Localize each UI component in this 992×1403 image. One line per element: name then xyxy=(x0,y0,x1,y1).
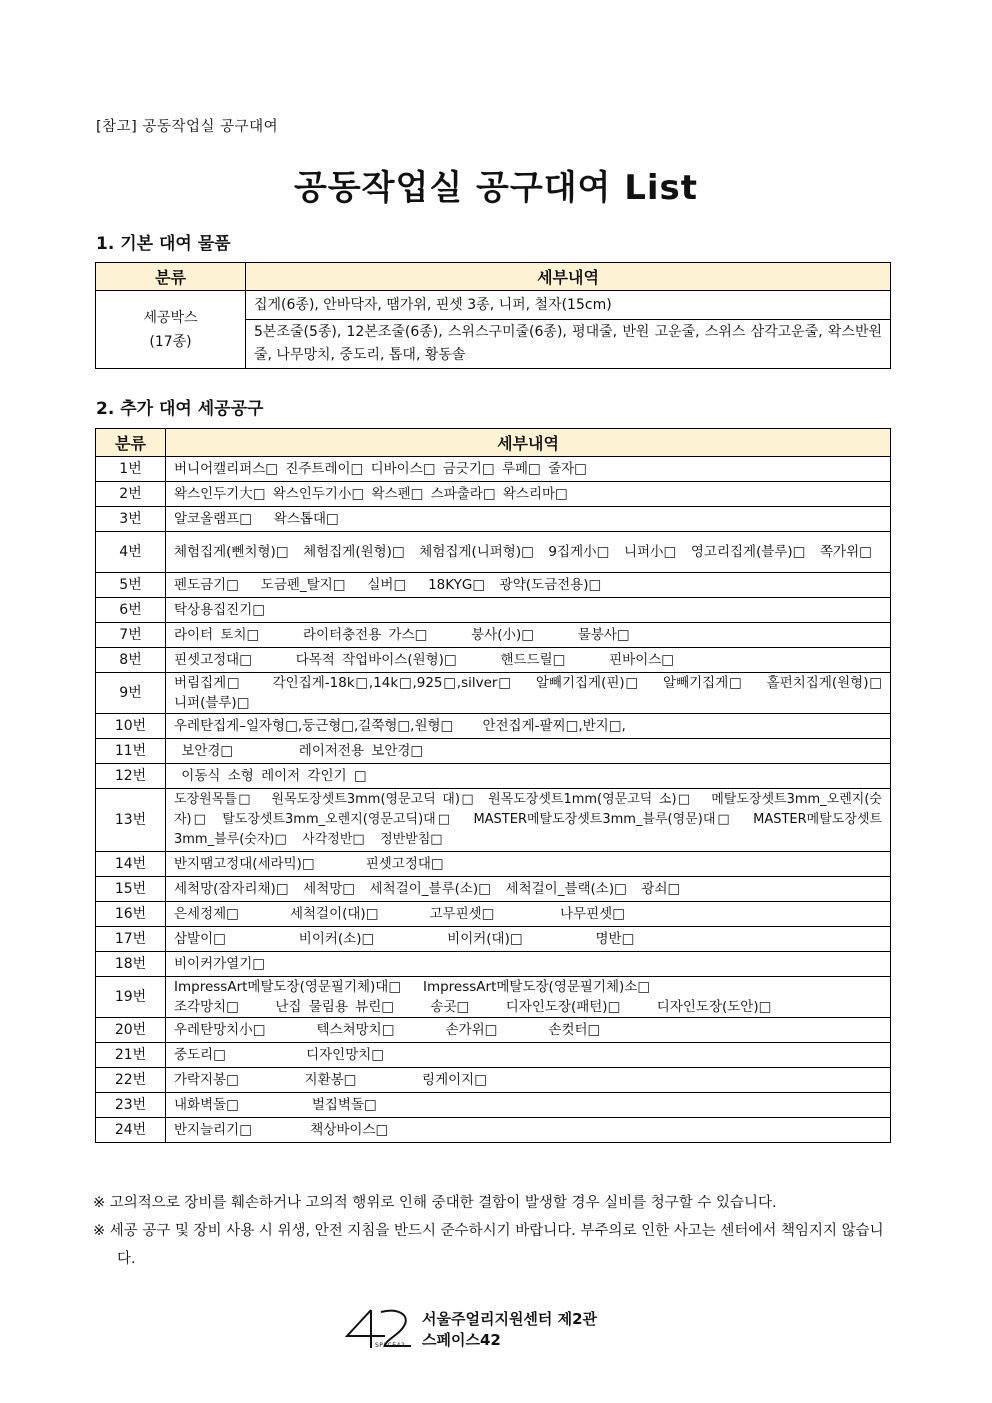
table-row xyxy=(96,1018,891,1043)
row-number: 9번 xyxy=(96,673,166,714)
col-detail: 세부내역 xyxy=(166,429,891,457)
section1-heading: 1. 기본 대여 물품 xyxy=(96,234,231,254)
row-number: 24번 xyxy=(96,1118,166,1143)
row-detail: 알코올램프□ 왁스톱대□ xyxy=(166,507,891,532)
table-row xyxy=(96,507,891,532)
row-detail-line: 조각망치□ 난집 물림용 뷰린□ 송곳□ 디자인도장(패턴)□ 디자인도장(도안)□ xyxy=(174,999,772,1015)
row-detail: 탁상용집진기□ xyxy=(166,598,891,623)
table-row xyxy=(96,457,891,482)
row-detail: 반지늘리기□ 책상바이스□ xyxy=(166,1118,891,1143)
table-row xyxy=(96,952,891,977)
table-row xyxy=(96,927,891,952)
row-detail: 도장원목틀□ 원목도장셋트3mm(영문고딕 대)□ 원목도장셋트1mm(영문고딕 소)□ 메탈도장셋트3mm_오렌지(숫자)□ 탈도장셋트3mm_오렌지(영문고딕)대□ MASTER메탈도장셋트3mm_블루(영문)대□ MASTER메탈도장셋트3mm_블루(숫자)□ 사각정반□ 정반받침□ xyxy=(166,789,891,852)
table-row xyxy=(96,482,891,507)
table-header-row xyxy=(96,429,891,457)
row-detail: 라이터 토치□ 라이터충전용 가스□ 붕사(小)□ 물붕사□ xyxy=(166,623,891,648)
space-name: 스페이스42 xyxy=(422,1331,501,1349)
table-row xyxy=(96,598,891,623)
category-cell xyxy=(96,291,246,369)
row-number: 19번 xyxy=(96,977,166,1018)
table-row xyxy=(96,1068,891,1093)
detail-cell: 5본조줄(5종), 12본조줄(6종), 스위스구미줄(6종), 평대줄, 반원 고운줄, 스위스 삼각고운줄, 왁스반원줄, 나무망치, 중도리, 톱대, 황동솔 xyxy=(246,320,891,369)
category-count: (17종) xyxy=(149,333,192,350)
basic-rental-table xyxy=(95,262,891,369)
row-detail: 반지땜고정대(세라믹)□ 핀셋고정대□ xyxy=(166,852,891,877)
row-number: 11번 xyxy=(96,739,166,764)
table-row xyxy=(96,902,891,927)
row-number: 15번 xyxy=(96,877,166,902)
row-number: 22번 xyxy=(96,1068,166,1093)
row-number: 10번 xyxy=(96,714,166,739)
row-detail: 우레탄망치小□ 텍스쳐망치□ 손가위□ 손컷터□ xyxy=(166,1018,891,1043)
category-name: 세공박스 xyxy=(143,309,198,326)
row-detail: 비이커가열기□ xyxy=(166,952,891,977)
row-detail: 우레탄집게–일자형□,둥근형□,길쭉형□,원형□ 안전집게-팔찌□,반지□, xyxy=(166,714,891,739)
note-safety: ※ 세공 공구 및 장비 사용 시 위생, 안전 지침을 반드시 준수하시기 바랍니다. 부주의로 인한 사고는 센터에서 책임지지 않습니다. xyxy=(93,1223,884,1267)
row-detail: 펜도금기□ 도금펜_탈지□ 실버□ 18KYG□ 광약(도금전용)□ xyxy=(166,573,891,598)
table-row xyxy=(96,573,891,598)
row-detail: 왁스인두기大□ 왁스인두기小□ 왁스펜□ 스파출라□ 왁스리마□ xyxy=(166,482,891,507)
row-number: 2번 xyxy=(96,482,166,507)
table-row xyxy=(96,1043,891,1068)
row-number: 23번 xyxy=(96,1093,166,1118)
row-number: 1번 xyxy=(96,457,166,482)
center-name: 서울주얼리지원센터 제2관 xyxy=(422,1310,598,1328)
row-detail: 세척망(잠자리채)□ 세척망□ 세척걸이_블루(소)□ 세척걸이_블랙(소)□ 광쇠□ xyxy=(166,877,891,902)
table-row xyxy=(96,623,891,648)
row-detail: 삼발이□ 비이커(소)□ 비이커(대)□ 명반□ xyxy=(166,927,891,952)
table-header-row xyxy=(96,263,891,291)
row-detail: 체험집게(뻰치형)□ 체험집게(원형)□ 체험집게(니퍼형)□ 9집게小□ 니퍼小□ 영고리집게(블루)□ 쪽가위□ xyxy=(166,532,891,573)
table-row xyxy=(96,673,891,714)
row-number: 8번 xyxy=(96,648,166,673)
row-number: 17번 xyxy=(96,927,166,952)
row-detail: 은세정제□ 세척걸이(대)□ 고무핀셋□ 나무핀셋□ xyxy=(166,902,891,927)
notes xyxy=(93,1189,899,1273)
row-detail: 핀셋고정대□ 다목적 작업바이스(원형)□ 핸드드릴□ 핀바이스□ xyxy=(166,648,891,673)
table-row xyxy=(96,714,891,739)
row-number: 3번 xyxy=(96,507,166,532)
table-row xyxy=(96,291,891,320)
row-number: 18번 xyxy=(96,952,166,977)
row-number: 7번 xyxy=(96,623,166,648)
row-number: 20번 xyxy=(96,1018,166,1043)
row-number: 14번 xyxy=(96,852,166,877)
table-row xyxy=(96,877,891,902)
row-detail: 버니어캘리퍼스□ 진주트레이□ 디바이스□ 금긋기□ 루페□ 줄자□ xyxy=(166,457,891,482)
row-number: 12번 xyxy=(96,764,166,789)
section2-heading: 2. 추가 대여 세공공구 xyxy=(96,399,264,419)
row-detail-line: ImpressArt메탈도장(영문필기체)대□ ImpressArt메탈도장(영문필기체)소□ xyxy=(174,979,651,995)
table-row xyxy=(96,532,891,573)
row-detail: 버림집게□ 각인집게-18k□,14k□,925□,silver□ 알빼기집게(핀)□ 알빼기집게□ 홀펀치집게(원형)□ 니퍼(블루)□ xyxy=(166,673,891,714)
table-row xyxy=(96,1118,891,1143)
reference-label: [참고] 공동작업실 공구대여 xyxy=(96,119,279,135)
row-number: 13번 xyxy=(96,789,166,852)
logo-text: SPACE42 xyxy=(375,1342,406,1349)
detail-cell: 집게(6종), 안바닥자, 땜가위, 핀셋 3종, 니퍼, 철자(15cm) xyxy=(246,291,891,320)
table-row xyxy=(96,1093,891,1118)
additional-rental-table xyxy=(95,428,897,1143)
table-row xyxy=(96,789,891,852)
row-detail: 중도리□ 디자인망치□ xyxy=(166,1043,891,1068)
row-detail: 보안경□ 레이저전용 보안경□ xyxy=(166,739,891,764)
table-row xyxy=(96,764,891,789)
table-row xyxy=(96,648,891,673)
row-number: 6번 xyxy=(96,598,166,623)
footer xyxy=(345,1306,625,1352)
note-damage: ※ 고의적으로 장비를 훼손하거나 고의적 행위로 인해 중대한 결함이 발생할 경우 실비를 청구할 수 있습니다. xyxy=(93,1195,777,1211)
table-row xyxy=(96,852,891,877)
table-row xyxy=(96,977,891,1018)
col-category: 분류 xyxy=(96,429,166,457)
row-number: 16번 xyxy=(96,902,166,927)
row-detail: 가락지봉□ 지환봉□ 링게이지□ xyxy=(166,1068,891,1093)
row-number: 21번 xyxy=(96,1043,166,1068)
table-row xyxy=(96,739,891,764)
row-detail: 이동식 소형 레이저 각인기 □ xyxy=(166,764,891,789)
row-detail: 내화벽돌□ 벌집벽돌□ xyxy=(166,1093,891,1118)
page-title: 공동작업실 공구대여 List xyxy=(293,168,699,208)
row-number: 4번 xyxy=(96,532,166,573)
row-detail xyxy=(166,977,891,1018)
row-number: 5번 xyxy=(96,573,166,598)
col-detail: 세부내역 xyxy=(246,263,891,291)
col-category: 분류 xyxy=(96,263,246,291)
